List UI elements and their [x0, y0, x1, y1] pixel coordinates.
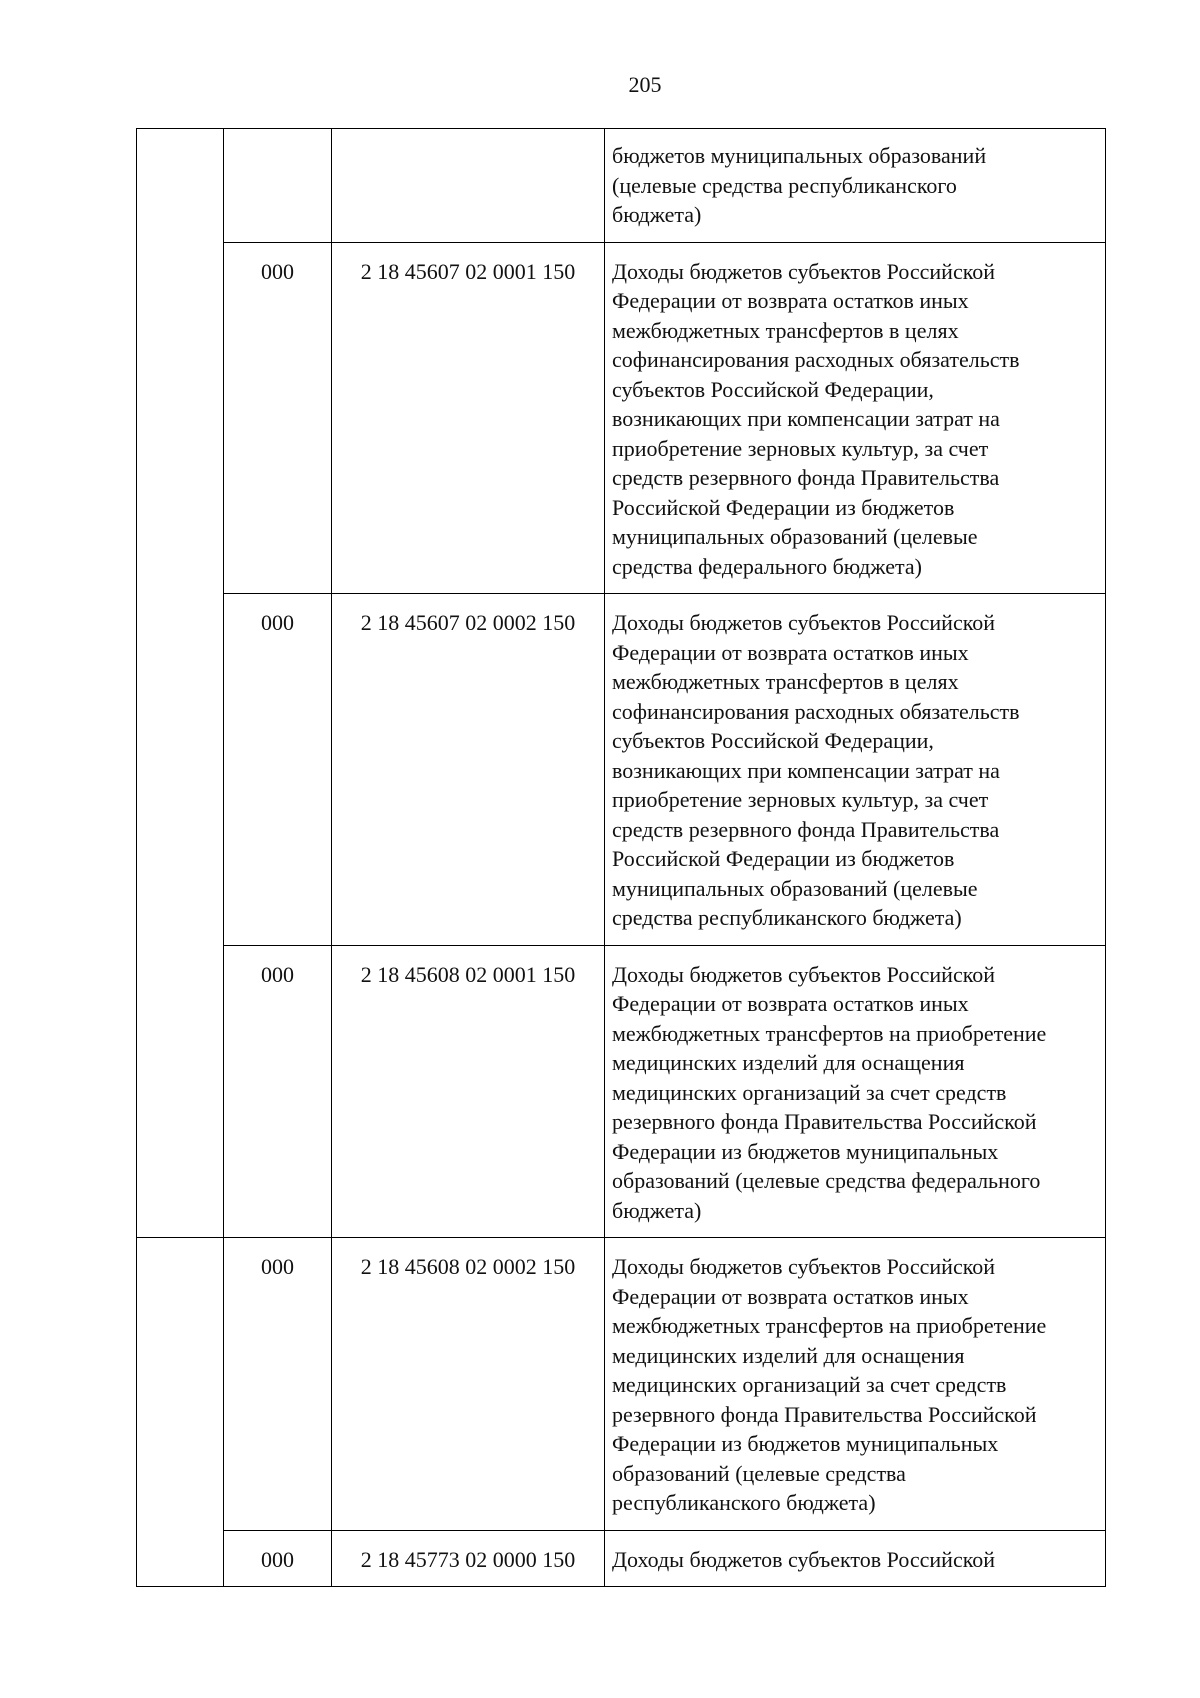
admin-code-cell: [224, 242, 332, 594]
admin-code-cell: [224, 1530, 332, 1587]
admin-code-cell: [224, 1238, 332, 1531]
income-name: Доходы бюджетов субъектов Российской Федерации от возврата остатков иных межбюджетных трансфертов на приобретение медицинских изделий для оснащения медицинских организаций за счет средств резервного фонда Правительства Российской Федерации из бюджетов муниципальных образований (целевые средства республиканского бюджета): [612, 1254, 1047, 1515]
table-row: [137, 594, 1106, 946]
income-name-cell: [605, 594, 1106, 946]
budget-codes-table: [136, 128, 1106, 1587]
admin-code: [224, 129, 331, 143]
budget-code: 2 18 45607 02 0002 150: [360, 610, 576, 635]
budget-code-cell: [332, 594, 605, 946]
income-name: Доходы бюджетов субъектов Российской Федерации от возврата остатков иных межбюджетных трансфертов в целях софинансирования расходных обязательств субъектов Российской Федерации, возникающих при компенсации затрат на приобретение зерновых культур, за счет средств резервного фонда Правительства Российской Федерации из бюджетов муниципальных образований (целевые средства республиканского бюджета): [612, 610, 1020, 930]
admin-code: 000: [261, 1254, 294, 1279]
budget-code: 2 18 45773 02 0000 150: [360, 1546, 576, 1572]
admin-code: 000: [261, 961, 294, 987]
budget-code-cell: [332, 1530, 605, 1587]
admin-code: 000: [261, 1546, 294, 1572]
budget-code-cell: [332, 1238, 605, 1531]
table-row: [137, 242, 1106, 594]
table-row: [137, 945, 1106, 1238]
page-number: 205: [628, 72, 662, 97]
income-name-cell: [605, 1530, 1106, 1587]
budget-code-cell: [332, 945, 605, 1238]
income-name: Доходы бюджетов субъектов Российской: [612, 1546, 996, 1572]
budget-code: [332, 129, 604, 143]
admin-code: 000: [261, 610, 294, 635]
budget-code: 2 18 45607 02 0001 150: [360, 258, 576, 284]
group-cell: [137, 1238, 224, 1587]
admin-code: 000: [261, 258, 294, 284]
budget-code: 2 18 45608 02 0001 150: [360, 961, 576, 987]
admin-code-cell: [224, 945, 332, 1238]
admin-code-cell: [224, 129, 332, 243]
admin-code-cell: [224, 594, 332, 946]
income-name: Доходы бюджетов субъектов Российской Федерации от возврата остатков иных межбюджетных трансфертов на приобретение медицинских изделий для оснащения медицинских организаций за счет средств резервного фонда Правительства Российской Федерации из бюджетов муниципальных образований (целевые средства федерального бюджета): [612, 961, 1047, 1223]
table-row: [137, 1530, 1106, 1587]
income-name-cell: [605, 242, 1106, 594]
budget-code: 2 18 45608 02 0002 150: [360, 1254, 576, 1279]
budget-code-cell: [332, 242, 605, 594]
income-name-cell: [605, 129, 1106, 243]
budget-code-cell: [332, 129, 605, 243]
table-row: [137, 1238, 1106, 1531]
income-name-cell: [605, 945, 1106, 1238]
income-name: бюджетов муниципальных образований (целевые средства республиканского бюджета): [612, 143, 987, 227]
income-name: Доходы бюджетов субъектов Российской Федерации от возврата остатков иных межбюджетных трансфертов в целях софинансирования расходных обязательств субъектов Российской Федерации, возникающих при компенсации затрат на приобретение зерновых культур, за счет средств резервного фонда Правительства Российской Федерации из бюджетов муниципальных образований (целевые средства федерального бюджета): [612, 258, 1020, 579]
table-row: [137, 129, 1106, 243]
group-cell: [137, 129, 224, 1238]
income-name-cell: [605, 1238, 1106, 1531]
